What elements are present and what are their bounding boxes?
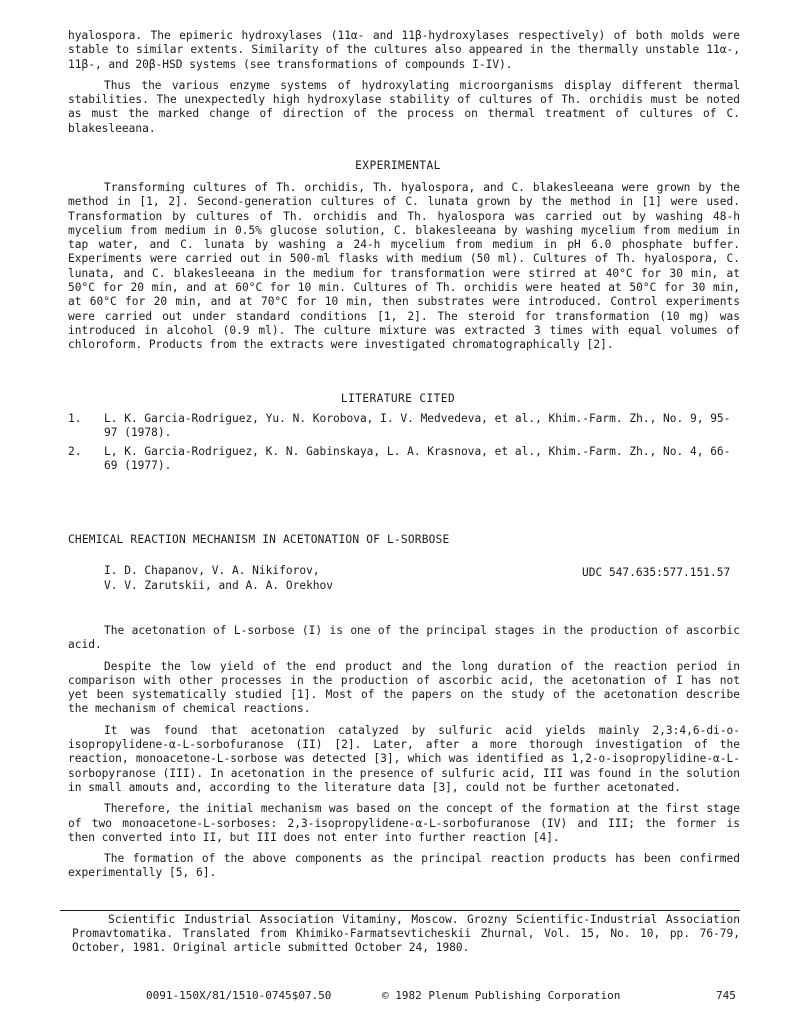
article-paragraph: Despite the low yield of the end product and the long duration of the reaction period in comparison with other processes in the production of ascorbic acid, the acetonation of I has not yet been systematically studied [1]. Most of the papers on the study of the acetonation describe the mechanism of chemical reactions. [68, 659, 740, 716]
reference-item [68, 412, 740, 441]
top-text-block [68, 29, 740, 136]
reference-item [68, 445, 740, 474]
footnote-affiliation: Scientific Industrial Association Vitaminy, Moscow. Grozny Scientific-Industrial Association Promavtomatika. Translated from Khimiko-Farmatsevticheskii Zhurnal, Vol. 15, No. 10, pp. 76-79, October, 1981. Original article submitted October 24, 1980. [72, 913, 740, 954]
footer-copyright: © 1982 Plenum Publishing Corporation [382, 989, 621, 1002]
experimental-heading: EXPERIMENTAL [355, 159, 441, 172]
page-number: 745 [716, 989, 736, 1002]
reference-text: L. K. Garcia-Rodriguez, Yu. N. Korobova, I. V. Medvedeva, et al., Khim.-Farm. Zh., No. 9, 95-97 (1978). [104, 412, 731, 440]
paragraph-enzyme-systems: Thus the various enzyme systems of hydroxylating microorganisms display different thermal stabilities. The unexpectedly high hydroxylase stability of cultures of Th. orchidis must be noted as must the marked change of direction of the process on thermal treatment of cultures of C. blakesleeana. [68, 78, 740, 135]
footnote-rule [60, 910, 740, 911]
paragraph-hydroxylase-stability: hyalospora. The epimeric hydroxylases (11α- and 11β-hydroxylases respectively) of both molds were stable to similar extents. Similarity of the cultures also appeared in the thermally unstable 11α-, 11β-, and 20β-HSD systems (see transformations of compounds I-IV). [68, 29, 740, 71]
article-paragraph: It was found that acetonation catalyzed by sulfuric acid yields mainly 2,3:4,6-di-o-isopropylidene-α-L-sorbofuranose (II) [2]. Later, after a more thorough investigation of the reaction, monoacetone-L-sorbose was detected [3], which was identified as 1,2-o-isopropylidine-α-L-sorbopyranose (III). In acetonation in the presence of sulfuric acid, III was found in the solution in small amouts and, according to the literature data [3], could not be further acetonated. [68, 723, 740, 794]
footer-issn-code: 0091-150X/81/1510-0745$07.50 [146, 989, 332, 1002]
article-title: CHEMICAL REACTION MECHANISM IN ACETONATION OF L-SORBOSE [68, 533, 450, 546]
article-paragraph: The acetonation of L-sorbose (I) is one of the principal stages in the production of ascorbic acid. [68, 624, 740, 652]
authors-line: V. V. Zarutskii, and A. A. Orekhov [104, 579, 334, 592]
udc-code: UDC 547.635:577.151.57 [582, 566, 731, 579]
literature-heading: LITERATURE CITED [340, 392, 456, 405]
article-authors [104, 563, 333, 593]
article-paragraph: The formation of the above components as the principal reaction products has been confirmed experimentally [5, 6]. [68, 852, 740, 880]
experimental-section [68, 181, 740, 353]
article-body [68, 624, 740, 881]
reference-number: 1. [68, 412, 82, 425]
reference-list [68, 412, 740, 477]
authors-line: I. D. Chapanov, V. A. Nikiforov, [104, 564, 320, 577]
experimental-paragraph: Transforming cultures of Th. orchidis, Th. hyalospora, and C. blakesleeana were grown by the method in [1, 2]. Second-generation cultures of C. lunata grown by the method in [1] were used. Transformation by cultures of Th. orchidis and Th. hyalospora was carried out by washing 48-h mycelium from medium in 0.5% glucose solution, C. blakesleeana by washing mycelium from medium in tap water, and C. lunata by washing a 24-h mycelium from medium in pH 6.0 phosphate buffer. Experiments were carried out in 500-ml flasks with medium (50 ml). Cultures of Th. hyalospora, C. lunata, and C. blakesleeana in the medium for transformation were stirred at 40°C for 30 min, at 50°C for 20 min, and at 60°C for 10 min. Cultures of Th. orchidis were heated at 50°C for 30 min, at 60°C for 20 min, and at 70°C for 10 min, then substrates were introduced. Control experiments were carried out under standard conditions [1, 2]. The steroid for transformation (10 mg) was introduced in alcohol (0.9 ml). The culture mixture was extracted 3 times with equal volumes of chloroform. Products from the extracts were investigated chromatographically [2]. [68, 181, 740, 352]
reference-text: L, K. Garcia-Rodriguez, K. N. Gabinskaya, L. A. Krasnova, et al., Khim.-Farm. Zh., No. 4, 66-69 (1977). [104, 444, 731, 472]
article-paragraph: Therefore, the initial mechanism was based on the concept of the formation at the first stage of two monoacetone-L-sorboses: 2,3-isopropylidene-α-L-sorbofuranose (IV) and III; the former is then converted into II, but III does not enter into further reaction [4]. [68, 802, 740, 844]
reference-number: 2. [68, 444, 82, 458]
